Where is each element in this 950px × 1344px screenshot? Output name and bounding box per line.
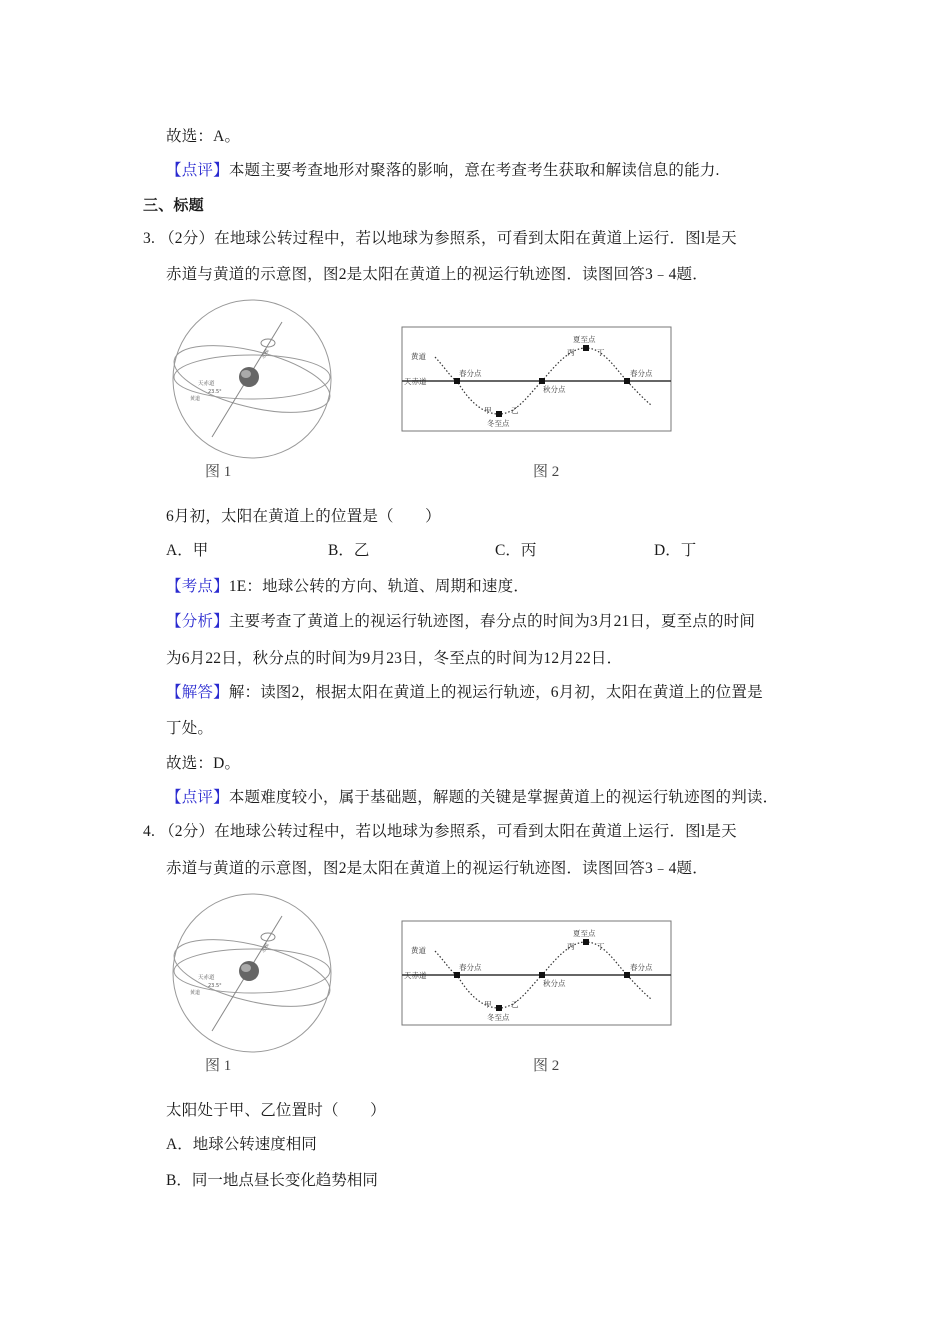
fig2-spring-equinox-left: 春分点	[459, 963, 482, 972]
figure-2-caption: 图 2	[533, 464, 560, 480]
fig2-equator-label: 天赤道	[404, 377, 427, 386]
question-3-stem-cont: 赤道与黄道的示意图，图2是太阳在黄道上的视运行轨迹图．读图回答3﹣4题．	[166, 266, 708, 283]
question-number: 4.	[143, 823, 156, 840]
kaodian-tag: 【考点】	[166, 578, 229, 595]
option-a[interactable]	[166, 541, 208, 561]
jieda	[166, 683, 763, 703]
comment-tag: 【点评】	[166, 162, 229, 179]
figure-2-caption: 图 2	[533, 1058, 560, 1074]
option-label: A．	[166, 542, 193, 559]
fig2-spring-equinox-left: 春分点	[459, 369, 482, 378]
fig1-angle-label: 23.5°	[208, 983, 222, 989]
question-3-prompt: 6月初，太阳在黄道上的位置是（ ）	[166, 508, 441, 525]
fenxi	[166, 612, 755, 632]
fig2-spring-equinox-right: 春分点	[630, 963, 653, 972]
fig2-yi: 乙	[511, 1000, 519, 1009]
figure-1-celestial-sphere	[160, 297, 360, 462]
section-heading: 三、标题	[143, 196, 204, 214]
fig2-ding: 丁	[597, 348, 605, 357]
fig1-equator-label: 天赤道	[198, 381, 215, 387]
previous-answer: 故选：A。	[166, 128, 241, 145]
fig2-jia: 甲	[484, 406, 492, 415]
stem-text: （2分）在地球公转过程中，若以地球为参照系，可看到太阳在黄道上运行．图l是天	[159, 823, 737, 840]
option-label: C．	[495, 542, 521, 559]
fig2-yi: 乙	[511, 406, 519, 415]
fig2-jia: 甲	[484, 1000, 492, 1009]
question-3-stem	[143, 229, 737, 249]
fenxi-text: 主要考查了黄道上的视运行轨迹图，春分点的时间为3月21日，夏至点的时间	[228, 613, 756, 630]
figure-2-ecliptic-path	[401, 920, 673, 1027]
question-4-stem-cont: 赤道与黄道的示意图，图2是太阳在黄道上的视运行轨迹图．读图回答3﹣4题．	[166, 860, 708, 877]
option-text: 丙	[520, 542, 537, 559]
option-label: A．	[166, 1136, 193, 1153]
question-4-stem	[143, 822, 737, 842]
option-text: 丁	[680, 542, 697, 559]
comment-text: 本题主要考查地形对聚落的影响，意在考查考生获取和解读信息的能力.	[228, 162, 720, 179]
jieda-cont: 丁处。	[166, 720, 214, 737]
fig2-ding: 丁	[597, 942, 605, 951]
fig2-summer-solstice: 夏至点	[573, 929, 596, 938]
fig2-autumn-equinox: 秋分点	[543, 979, 566, 988]
fig1-equator-label: 天赤道	[198, 975, 215, 981]
fig2-bing: 丙	[567, 348, 575, 357]
option-text: 乙	[353, 542, 370, 559]
question-number: 3.	[143, 230, 156, 247]
option-a[interactable]	[166, 1135, 317, 1155]
fig2-ecliptic-label: 黄道	[411, 352, 426, 361]
fig2-equator-label: 天赤道	[404, 971, 427, 980]
fig2-ecliptic-label: 黄道	[411, 946, 426, 955]
option-label: B．	[166, 1172, 192, 1189]
dianping	[166, 788, 778, 808]
option-d[interactable]	[654, 541, 696, 561]
option-text: 地球公转速度相同	[192, 1136, 317, 1153]
option-label: D．	[654, 542, 681, 559]
fig1-ecliptic-label: 黄道	[190, 396, 201, 402]
option-text: 甲	[192, 542, 209, 559]
fig1-ecliptic-label: 黄道	[190, 990, 201, 996]
fig2-bing: 丙	[567, 942, 575, 951]
kaodian-text: 1E：地球公转的方向、轨道、周期和速度．	[228, 578, 530, 595]
option-label: B．	[328, 542, 354, 559]
jieda-tag: 【解答】	[166, 684, 229, 701]
option-c[interactable]	[495, 541, 536, 561]
figure-1-caption: 图 1	[205, 464, 232, 480]
fig2-spring-equinox-right: 春分点	[630, 369, 653, 378]
dianping-tag: 【点评】	[166, 789, 229, 806]
fig2-autumn-equinox: 秋分点	[543, 385, 566, 394]
previous-comment	[166, 161, 720, 181]
jieda-text: 解：读图2，根据太阳在黄道上的视运行轨迹，6月初，太阳在黄道上的位置是	[228, 684, 763, 701]
fig1-axis-label: 北极	[260, 348, 271, 360]
question-3-answer: 故选：D。	[166, 755, 241, 772]
option-b[interactable]	[328, 541, 369, 561]
fenxi-cont: 为6月22日，秋分点的时间为9月23日，冬至点的时间为12月22日．	[166, 650, 623, 667]
kaodian	[166, 577, 529, 597]
question-4-prompt: 太阳处于甲、乙位置时（ ）	[166, 1102, 386, 1119]
figure-1-celestial-sphere	[160, 891, 360, 1056]
fig1-angle-label: 23.5°	[208, 389, 222, 395]
fig2-winter-solstice: 冬至点	[487, 419, 510, 428]
option-text: 同一地点昼长变化趋势相同	[191, 1172, 378, 1189]
fig2-winter-solstice: 冬至点	[487, 1013, 510, 1022]
figure-2-ecliptic-path	[401, 326, 673, 433]
fig1-axis-label: 北极	[260, 942, 271, 954]
stem-text: （2分）在地球公转过程中，若以地球为参照系，可看到太阳在黄道上运行．图l是天	[159, 230, 737, 247]
option-b[interactable]	[166, 1171, 378, 1191]
figure-1-caption: 图 1	[205, 1058, 232, 1074]
fenxi-tag: 【分析】	[166, 613, 229, 630]
fig2-summer-solstice: 夏至点	[573, 335, 596, 344]
dianping-text: 本题难度较小，属于基础题，解题的关键是掌握黄道上的视运行轨迹图的判读．	[228, 789, 779, 806]
